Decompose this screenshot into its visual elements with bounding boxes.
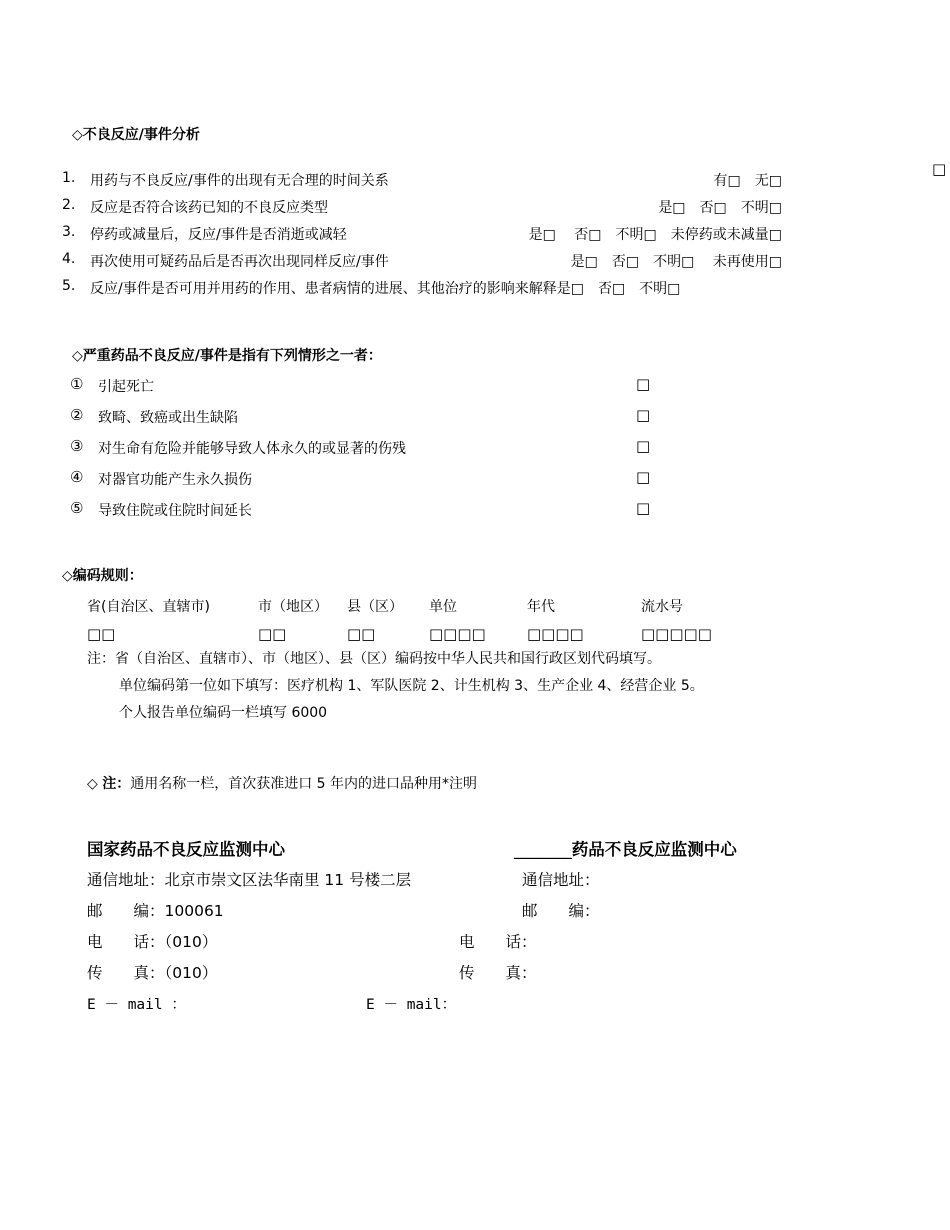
local-center-name: 药品不良反应监测中心	[571, 840, 737, 859]
serious-item-checkbox[interactable]: □	[636, 375, 651, 393]
national-phone: 电 话：（010）	[87, 933, 218, 951]
coding-col-label-city: 市（地区）	[258, 599, 328, 615]
coding-boxes-unit[interactable]: □□□□	[429, 625, 486, 643]
national-postcode: 邮 编：100061	[87, 902, 224, 920]
serious-item-text: 导致住院或住院时间延长	[98, 503, 252, 519]
national-email: E － mail ：	[87, 997, 186, 1013]
coding-col-label-province: 省(自治区、直辖市)	[87, 599, 210, 615]
coding-note-personal: 个人报告单位编码一栏填写 6000	[119, 705, 328, 721]
local-address: 通信地址：	[522, 871, 600, 889]
analysis-item-text: 反应是否符合该药已知的不良反应类型	[90, 200, 328, 216]
analysis-item-text: 再次使用可疑药品后是否再次出现同样反应/事件	[90, 254, 389, 270]
analysis-item-num: 3.	[62, 224, 76, 240]
local-phone: 电 话：	[459, 933, 537, 951]
analysis-item-text: 用药与不良反应/事件的出现有无合理的时间关系	[90, 173, 389, 189]
serious-item-num: ②	[70, 406, 84, 424]
serious-item-checkbox[interactable]: □	[636, 468, 651, 486]
serious-item-num: ③	[70, 437, 84, 455]
serious-item-text: 对生命有危险并能够导致人体永久的或显著的伤残	[98, 441, 406, 457]
analysis-item-options[interactable]: 是□ 否□ 不明□ 未再使用□	[570, 254, 782, 270]
local-center-title	[514, 836, 737, 860]
analysis-item-num: 4.	[62, 251, 76, 267]
serious-item-checkbox[interactable]: □	[636, 406, 651, 424]
serious-item-num: ①	[70, 375, 84, 393]
analysis-item-options[interactable]: 有□ 无□	[713, 173, 782, 189]
serious-item-text: 对器官功能产生永久损伤	[98, 472, 252, 488]
national-address: 通信地址：北京市崇文区法华南里 11 号楼二层	[87, 871, 412, 889]
serious-item-num: ④	[70, 468, 84, 486]
analysis-heading: ◇不良反应/事件分析	[72, 127, 200, 143]
analysis-item-text: 反应/事件是否可用并用药的作用、患者病情的进展、其他治疗的影响来解释是□ 否□ 不明□	[90, 281, 681, 297]
national-center-title: 国家药品不良反应监测中心	[87, 840, 285, 859]
local-email: E － mail：	[366, 997, 457, 1013]
local-fax: 传 真：	[459, 964, 537, 982]
coding-col-label-year: 年代	[527, 599, 555, 615]
serious-item-text: 致畸、致癌或出生缺陷	[98, 410, 238, 426]
coding-note-unit: 单位编码第一位如下填写：医疗机构 1、军队医院 2、计生机构 3、生产企业 4、经营企业 5。	[119, 678, 704, 694]
note-text: 通用名称一栏，首次获准进口 5 年内的进口品种用*注明	[130, 776, 478, 792]
analysis-item-options[interactable]: 是□ 否□ 不明□	[658, 200, 782, 216]
serious-item-text: 引起死亡	[98, 379, 154, 395]
coding-col-label-unit: 单位	[429, 599, 457, 615]
analysis-item-options[interactable]: 是□ 否□ 不明□ 未停药或未减量□	[528, 227, 782, 243]
analysis-item-num: 5.	[62, 278, 76, 294]
edge-checkbox[interactable]: □	[932, 160, 947, 178]
serious-item-checkbox[interactable]: □	[636, 437, 651, 455]
coding-boxes-province[interactable]: □□	[87, 625, 116, 643]
national-fax: 传 真：（010）	[87, 964, 218, 982]
serious-item-num: ⑤	[70, 499, 84, 517]
coding-heading: ◇编码规则：	[62, 568, 143, 584]
local-name-blank[interactable]: _______	[514, 840, 572, 859]
coding-boxes-year[interactable]: □□□□	[527, 625, 584, 643]
analysis-item-num: 2.	[62, 197, 76, 213]
serious-item-checkbox[interactable]: □	[636, 499, 651, 517]
analysis-item-text: 停药或减量后，反应/事件是否消逝或减轻	[90, 227, 347, 243]
coding-col-label-serial: 流水号	[641, 599, 683, 615]
note-line	[87, 773, 477, 793]
local-postcode: 邮 编：	[522, 902, 600, 920]
note-diamond: ◇	[87, 776, 98, 792]
coding-note-region: 注：省（自治区、直辖市）、市（地区）、县（区）编码按中华人民共和国行政区划代码填写。	[87, 651, 661, 667]
coding-col-label-county: 县（区）	[347, 599, 403, 615]
coding-boxes-county[interactable]: □□	[347, 625, 376, 643]
coding-boxes-city[interactable]: □□	[258, 625, 287, 643]
analysis-item-num: 1.	[62, 170, 76, 186]
note-label: 注：	[102, 776, 131, 792]
serious-heading: ◇严重药品不良反应/事件是指有下列情形之一者：	[72, 348, 382, 364]
coding-boxes-serial[interactable]: □□□□□	[641, 625, 712, 643]
